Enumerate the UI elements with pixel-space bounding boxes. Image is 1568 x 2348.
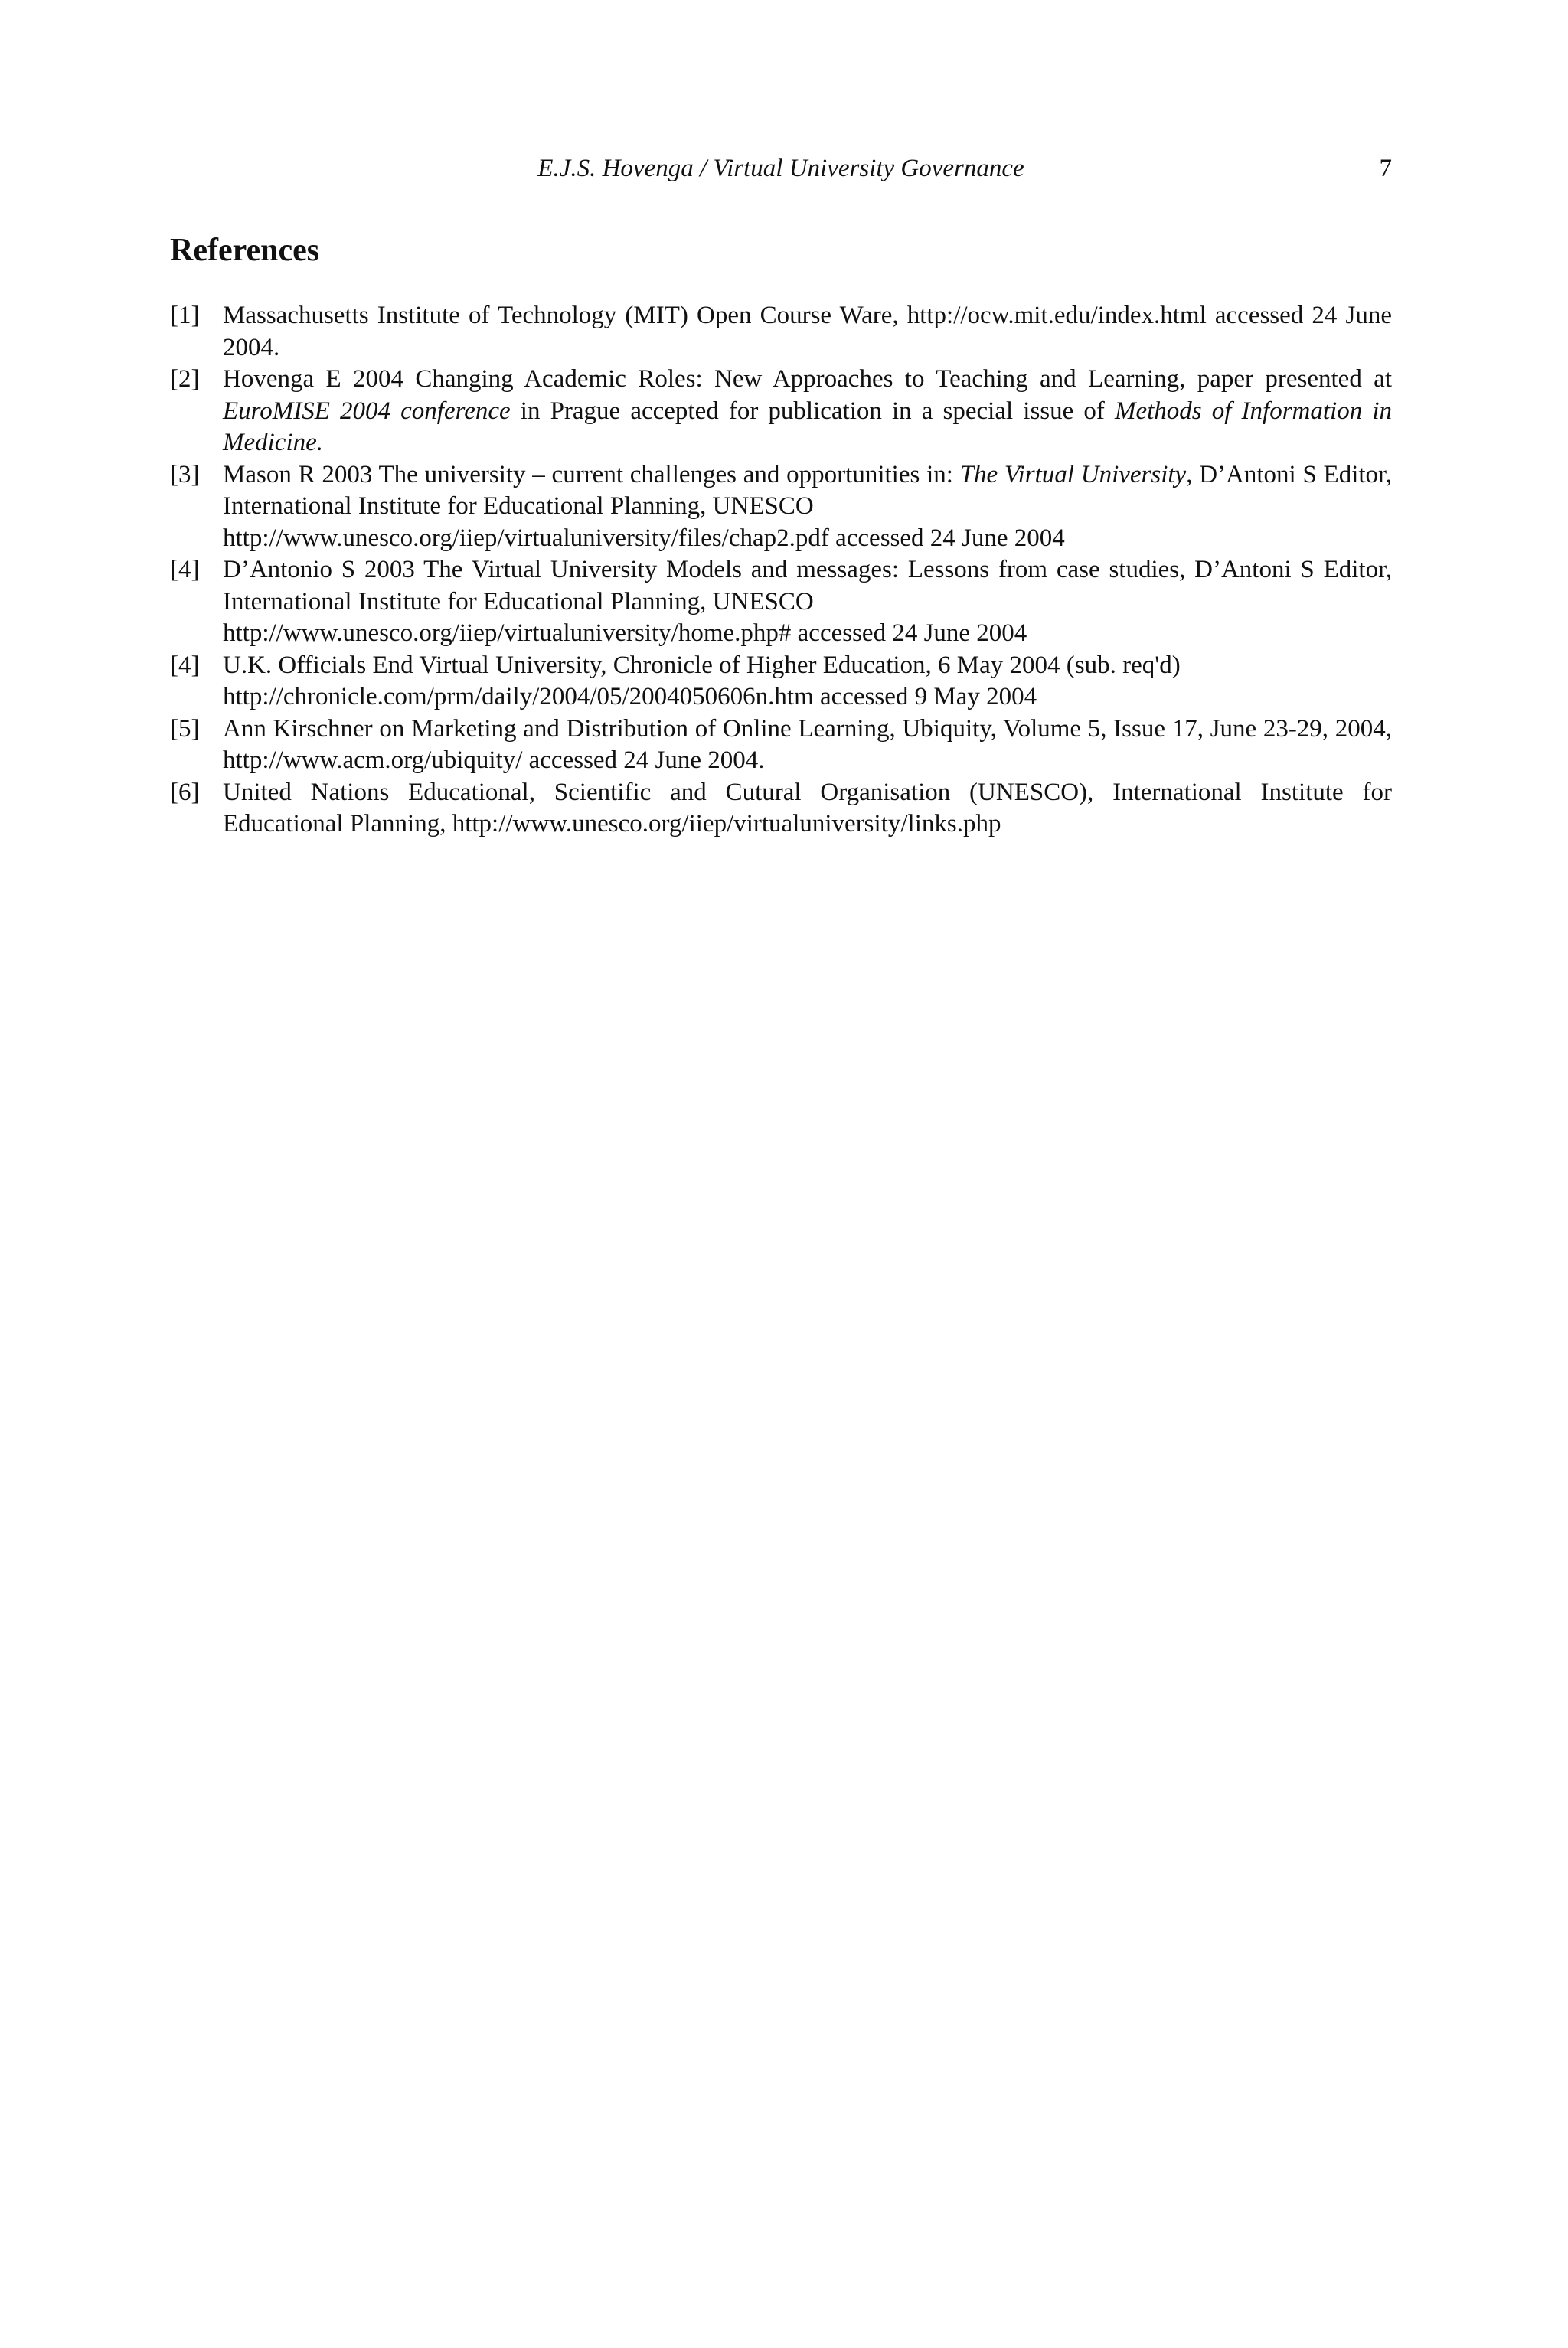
reference-text bbox=[223, 777, 1392, 841]
reference-4b bbox=[170, 650, 1392, 714]
reference-text bbox=[223, 364, 1392, 459]
reference-number: [4] bbox=[170, 651, 200, 679]
reference-citation-continued: in Prague accepted for publication in a special issue of bbox=[510, 397, 1115, 425]
journal-name: Methods of Information in Medicine. bbox=[223, 397, 1392, 456]
reference-url: http://www.unesco.org/iiep/virtualuniversity/files/chap2.pdf accessed 24 June 2004 bbox=[223, 524, 1065, 552]
reference-text bbox=[223, 714, 1392, 777]
reference-url: http://chronicle.com/prm/daily/2004/05/2004050606n.htm accessed 9 May 2004 bbox=[223, 683, 1037, 710]
reference-text bbox=[223, 459, 1392, 555]
reference-2 bbox=[170, 364, 1392, 459]
book-title: The Virtual University bbox=[959, 460, 1187, 488]
reference-number: [5] bbox=[170, 714, 200, 743]
page-number: 7 bbox=[1379, 155, 1392, 182]
reference-text bbox=[223, 300, 1392, 364]
references-heading: References bbox=[170, 233, 320, 268]
reference-5 bbox=[170, 714, 1392, 777]
running-header bbox=[170, 150, 1392, 187]
reference-1 bbox=[170, 300, 1392, 364]
conference-name: EuroMISE 2004 conference bbox=[223, 397, 511, 425]
running-title: E.J.S. Hovenga / Virtual University Governance bbox=[537, 155, 1024, 182]
reference-number: [1] bbox=[170, 302, 200, 329]
reference-text bbox=[223, 554, 1392, 650]
reference-number: [2] bbox=[170, 365, 200, 393]
reference-number: [4] bbox=[170, 556, 200, 583]
reference-url: http://www.unesco.org/iiep/virtualuniversity/home.php# accessed 24 June 2004 bbox=[223, 619, 1027, 647]
reference-citation: United Nations Educational, Scientific and Cutural Organisation (UNESCO), International Institute for Educational Planning, http://www.unesco.org/iiep/virtualuniversity/links.php bbox=[223, 778, 1392, 838]
reference-citation: Ann Kirschner on Marketing and Distribution of Online Learning, Ubiquity, Volume 5, Issue 17, June 23-29, 2004, http://www.acm.org/ubiquity/ accessed 24 June 2004. bbox=[223, 714, 1392, 774]
reference-text bbox=[223, 650, 1392, 714]
reference-citation: Massachusetts Institute of Technology (MIT) Open Course Ware, http://ocw.mit.edu/index.html accessed 24 June 2004. bbox=[223, 302, 1392, 361]
reference-citation: D’Antonio S 2003 The Virtual University Models and messages: Lessons from case studies, D’Antoni S Editor, International Institute for Educational Planning, UNESCO bbox=[223, 556, 1392, 616]
reference-3 bbox=[170, 459, 1392, 555]
reference-citation: Hovenga E 2004 Changing Academic Roles: New Approaches to Teaching and Learning, paper presented at bbox=[223, 365, 1392, 393]
reference-number: [6] bbox=[170, 778, 200, 806]
reference-6 bbox=[170, 777, 1392, 841]
reference-4 bbox=[170, 554, 1392, 650]
reference-number: [3] bbox=[170, 460, 200, 488]
reference-citation-continued: , D’Antoni S Editor, International Institute for Educational Planning, UNESCO bbox=[223, 460, 1392, 520]
reference-citation: U.K. Officials End Virtual University, Chronicle of Higher Education, 6 May 2004 (sub. req'd) bbox=[223, 651, 1181, 679]
reference-list bbox=[170, 300, 1392, 841]
reference-citation: Mason R 2003 The university – current challenges and opportunities in: bbox=[223, 460, 960, 488]
